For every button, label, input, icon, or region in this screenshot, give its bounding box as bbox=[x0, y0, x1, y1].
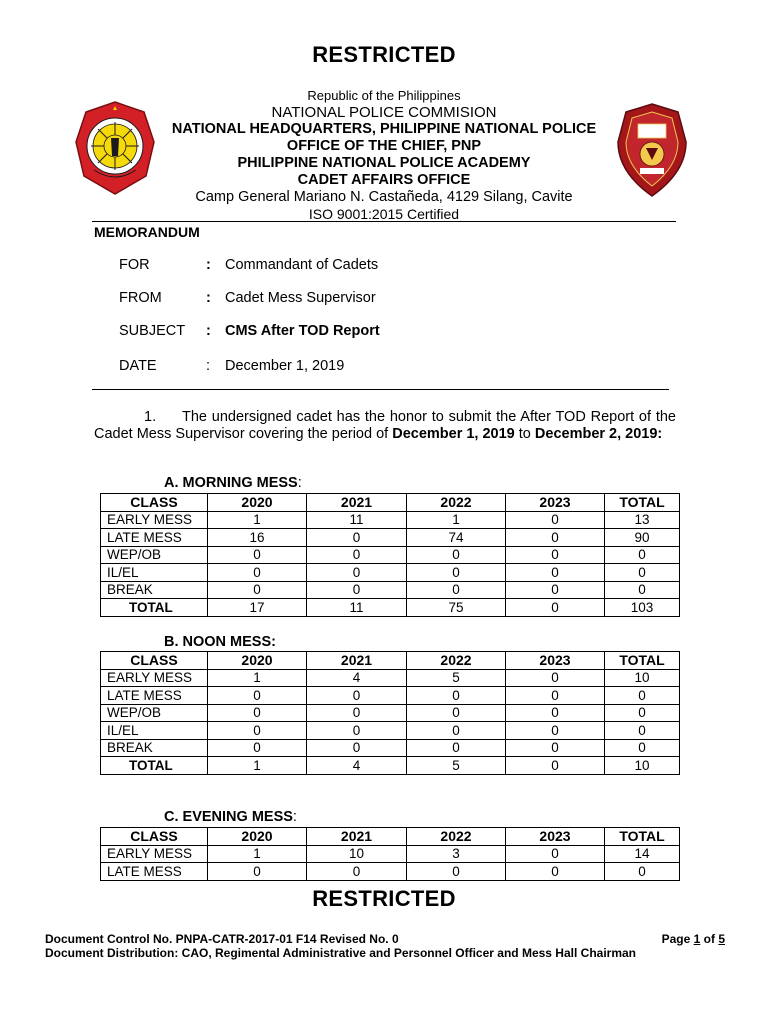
count-cell: 0 bbox=[506, 599, 605, 617]
table-row bbox=[101, 546, 680, 564]
count-cell: 10 bbox=[605, 669, 680, 687]
count-cell: 0 bbox=[208, 546, 307, 564]
body-paragraph bbox=[94, 409, 676, 443]
paragraph-connector: to bbox=[514, 426, 535, 442]
count-cell: 0 bbox=[307, 564, 407, 582]
count-cell: 0 bbox=[208, 739, 307, 757]
section-title-noon: B. NOON MESS: bbox=[164, 634, 276, 650]
column-header: 2020 bbox=[208, 494, 307, 512]
total-row bbox=[101, 757, 680, 775]
memo-label: SUBJECT bbox=[119, 323, 186, 339]
count-cell: 0 bbox=[307, 687, 407, 705]
memo-title: MEMORANDUM bbox=[94, 224, 200, 240]
count-cell: 0 bbox=[506, 722, 605, 740]
count-cell: 14 bbox=[605, 845, 680, 863]
section-title-evening: C. EVENING MESS: bbox=[164, 809, 297, 825]
memo-label: FOR bbox=[119, 257, 150, 273]
table-row bbox=[101, 739, 680, 757]
count-cell: 0 bbox=[407, 863, 506, 881]
count-cell: 0 bbox=[407, 739, 506, 757]
table-header-row bbox=[101, 652, 680, 670]
count-cell: 5 bbox=[407, 757, 506, 775]
count-cell: 0 bbox=[506, 757, 605, 775]
class-cell: IL/EL bbox=[101, 564, 208, 582]
count-cell: 0 bbox=[307, 529, 407, 547]
count-cell: 0 bbox=[506, 687, 605, 705]
letterhead-republic: Republic of the Philippines bbox=[307, 88, 461, 103]
memo-value: December 1, 2019 bbox=[225, 358, 345, 374]
count-cell: 0 bbox=[605, 564, 680, 582]
count-cell: 0 bbox=[407, 564, 506, 582]
noon-mess-table bbox=[100, 651, 680, 775]
paragraph-date-to: December 2, 2019: bbox=[534, 426, 663, 442]
count-cell: 0 bbox=[208, 722, 307, 740]
count-cell: 74 bbox=[407, 529, 506, 547]
class-cell: WEP/OB bbox=[101, 546, 208, 564]
memo-colon: : bbox=[206, 323, 211, 339]
column-header: CLASS bbox=[101, 494, 208, 512]
letterhead-headquarters: NATIONAL HEADQUARTERS, PHILIPPINE NATIONAL POLICE bbox=[171, 121, 597, 137]
document-control-no: Document Control No. PNPA-CATR-2017-01 F14 Revised No. 0 bbox=[45, 932, 399, 946]
count-cell: 4 bbox=[307, 669, 407, 687]
letterhead-commission: NATIONAL POLICE COMMISION bbox=[271, 104, 497, 121]
table-row bbox=[101, 564, 680, 582]
memo-colon: : bbox=[206, 358, 211, 374]
table-row bbox=[101, 704, 680, 722]
count-cell: 0 bbox=[506, 704, 605, 722]
count-cell: 0 bbox=[506, 863, 605, 881]
count-cell: 1 bbox=[208, 845, 307, 863]
count-cell: 0 bbox=[208, 704, 307, 722]
count-cell: 0 bbox=[506, 581, 605, 599]
table-row bbox=[101, 529, 680, 547]
column-header: 2022 bbox=[407, 494, 506, 512]
count-cell: 0 bbox=[605, 581, 680, 599]
count-cell: 0 bbox=[307, 863, 407, 881]
paragraph-date-from: December 1, 2019 bbox=[392, 426, 515, 442]
memo-divider bbox=[92, 389, 669, 390]
count-cell: 0 bbox=[307, 704, 407, 722]
total-row bbox=[101, 599, 680, 617]
table-row bbox=[101, 581, 680, 599]
count-cell: 1 bbox=[208, 757, 307, 775]
class-cell: EARLY MESS bbox=[101, 845, 208, 863]
paragraph-text: The undersigned cadet has the honor to submit the After TOD Report of the Cadet Mess Supervisor covering the period of bbox=[94, 409, 676, 442]
letterhead-address: Camp General Mariano N. Castañeda, 4129 Silang, Cavite bbox=[195, 189, 573, 205]
count-cell: 0 bbox=[407, 546, 506, 564]
column-header: 2020 bbox=[208, 828, 307, 846]
paragraph-number: 1. bbox=[144, 409, 157, 425]
count-cell: 0 bbox=[506, 511, 605, 529]
class-cell: BREAK bbox=[101, 581, 208, 599]
class-cell: IL/EL bbox=[101, 722, 208, 740]
count-cell: 0 bbox=[506, 529, 605, 547]
column-header: 2023 bbox=[506, 828, 605, 846]
table-header-row bbox=[101, 828, 680, 846]
count-cell: 0 bbox=[506, 669, 605, 687]
count-cell: 0 bbox=[307, 739, 407, 757]
column-header: 2022 bbox=[407, 652, 506, 670]
header-divider bbox=[92, 221, 676, 222]
class-cell: LATE MESS bbox=[101, 687, 208, 705]
memo-label: DATE bbox=[119, 358, 157, 374]
memo-value: CMS After TOD Report bbox=[225, 323, 380, 339]
count-cell: 10 bbox=[307, 845, 407, 863]
column-header: TOTAL bbox=[605, 828, 680, 846]
count-cell: 0 bbox=[307, 722, 407, 740]
table-row bbox=[101, 687, 680, 705]
column-header: 2020 bbox=[208, 652, 307, 670]
count-cell: 0 bbox=[208, 687, 307, 705]
count-cell: 13 bbox=[605, 511, 680, 529]
memo-value: Commandant of Cadets bbox=[225, 257, 379, 273]
count-cell: 0 bbox=[307, 581, 407, 599]
count-cell: 1 bbox=[208, 511, 307, 529]
class-cell: BREAK bbox=[101, 739, 208, 757]
memo-label: FROM bbox=[119, 290, 162, 306]
letterhead-cadet-office: CADET AFFAIRS OFFICE bbox=[297, 172, 471, 188]
count-cell: 0 bbox=[506, 739, 605, 757]
letterhead-office: OFFICE OF THE CHIEF, PNP bbox=[286, 138, 482, 154]
count-cell: 11 bbox=[307, 599, 407, 617]
table-header-row bbox=[101, 494, 680, 512]
table-row bbox=[101, 669, 680, 687]
memo-colon: : bbox=[206, 257, 211, 273]
class-cell: EARLY MESS bbox=[101, 511, 208, 529]
letterhead-academy: PHILIPPINE NATIONAL POLICE ACADEMY bbox=[237, 155, 531, 171]
count-cell: 0 bbox=[506, 546, 605, 564]
count-cell: 0 bbox=[208, 564, 307, 582]
morning-mess-table bbox=[100, 493, 680, 617]
page-current: 1 bbox=[693, 932, 701, 946]
count-cell: 0 bbox=[307, 546, 407, 564]
table-row bbox=[101, 863, 680, 881]
column-header: 2021 bbox=[307, 494, 407, 512]
column-header: CLASS bbox=[101, 828, 208, 846]
document-distribution: Document Distribution: CAO, Regimental Administrative and Personnel Officer and Mess Hall Chairman bbox=[45, 946, 636, 960]
count-cell: 0 bbox=[605, 687, 680, 705]
column-header: TOTAL bbox=[605, 652, 680, 670]
count-cell: 0 bbox=[407, 722, 506, 740]
column-header: 2021 bbox=[307, 652, 407, 670]
page-total: 5 bbox=[718, 932, 725, 946]
class-cell: LATE MESS bbox=[101, 863, 208, 881]
classification-top: RESTRICTED bbox=[312, 42, 456, 67]
column-header: 2023 bbox=[506, 494, 605, 512]
class-cell: WEP/OB bbox=[101, 704, 208, 722]
count-cell: 17 bbox=[208, 599, 307, 617]
count-cell: 5 bbox=[407, 669, 506, 687]
table-row bbox=[101, 845, 680, 863]
count-cell: 75 bbox=[407, 599, 506, 617]
column-header: 2021 bbox=[307, 828, 407, 846]
column-header: 2022 bbox=[407, 828, 506, 846]
count-cell: 4 bbox=[307, 757, 407, 775]
count-cell: 10 bbox=[605, 757, 680, 775]
count-cell: 0 bbox=[506, 564, 605, 582]
count-cell: 90 bbox=[605, 529, 680, 547]
count-cell: 0 bbox=[605, 704, 680, 722]
class-cell: LATE MESS bbox=[101, 529, 208, 547]
letterhead-iso: ISO 9001:2015 Certified bbox=[308, 206, 460, 222]
class-cell: EARLY MESS bbox=[101, 669, 208, 687]
page-indicator: Page 1 of 5 bbox=[661, 932, 725, 946]
section-title-morning: A. MORNING MESS: bbox=[164, 475, 302, 491]
column-header: TOTAL bbox=[605, 494, 680, 512]
count-cell: 16 bbox=[208, 529, 307, 547]
count-cell: 0 bbox=[605, 546, 680, 564]
count-cell: 103 bbox=[605, 599, 680, 617]
evening-mess-table bbox=[100, 827, 680, 881]
count-cell: 0 bbox=[407, 581, 506, 599]
column-header: CLASS bbox=[101, 652, 208, 670]
memo-colon: : bbox=[206, 290, 211, 306]
count-cell: 1 bbox=[407, 511, 506, 529]
document-footer bbox=[45, 932, 725, 960]
count-cell: 0 bbox=[605, 722, 680, 740]
count-cell: 0 bbox=[605, 739, 680, 757]
table-row bbox=[101, 722, 680, 740]
memo-value: Cadet Mess Supervisor bbox=[225, 290, 376, 306]
classification-bottom: RESTRICTED bbox=[312, 886, 456, 911]
count-cell: 0 bbox=[506, 845, 605, 863]
class-cell: TOTAL bbox=[101, 599, 208, 617]
class-cell: TOTAL bbox=[101, 757, 208, 775]
column-header: 2023 bbox=[506, 652, 605, 670]
count-cell: 0 bbox=[407, 687, 506, 705]
count-cell: 0 bbox=[208, 863, 307, 881]
count-cell: 0 bbox=[605, 863, 680, 881]
count-cell: 0 bbox=[208, 581, 307, 599]
table-row bbox=[101, 511, 680, 529]
count-cell: 3 bbox=[407, 845, 506, 863]
count-cell: 0 bbox=[407, 704, 506, 722]
letterhead bbox=[0, 87, 768, 223]
count-cell: 11 bbox=[307, 511, 407, 529]
count-cell: 1 bbox=[208, 669, 307, 687]
